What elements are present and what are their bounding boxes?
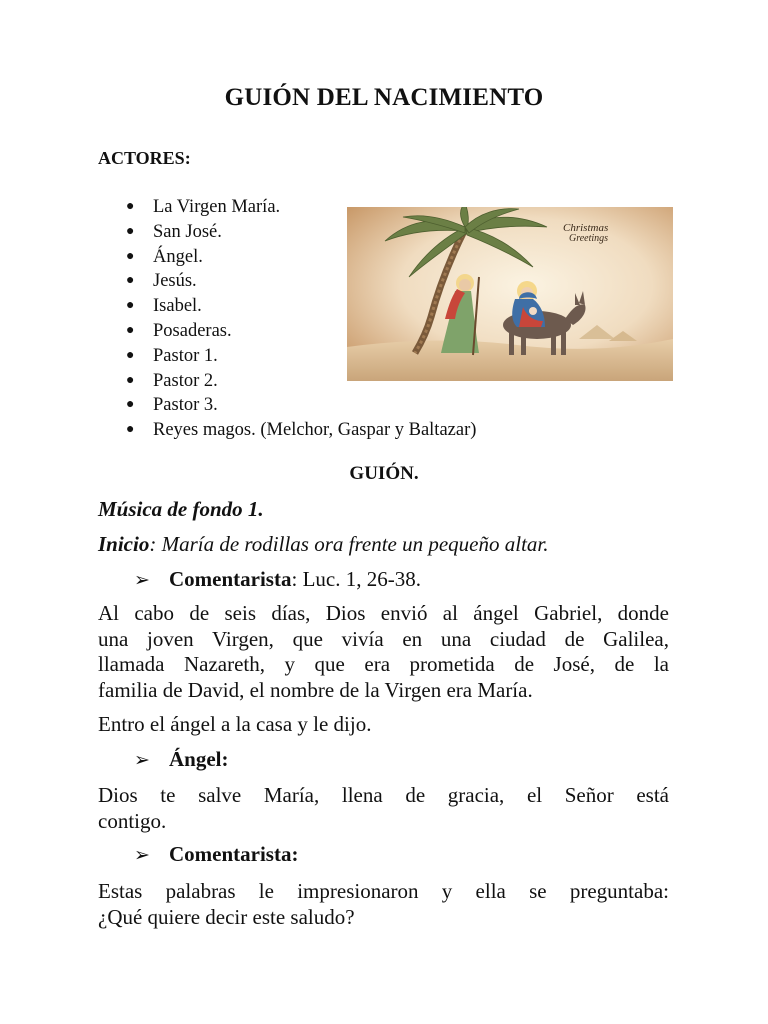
bullet-icon: ● <box>126 397 135 413</box>
list-item: ● Pastor 3. <box>126 393 476 418</box>
arrow-icon: ➢ <box>134 845 150 866</box>
bullet-icon: ● <box>126 199 135 214</box>
paragraph-1: Al cabo de seis días, Dios envió al ángel Gabriel, donde una joven Virgen, que vivía en una ciudad de Galilea, llamada Nazareth, y que era prometida de José, de la familia de David, el nombre de la Virgen era María. <box>98 601 669 702</box>
inicio-line <box>98 532 549 557</box>
paragraph-4: Estas palabras le impresionaron y ella se preguntaba: ¿Qué quiere decir este saludo? <box>98 879 669 929</box>
arrow-icon: ➢ <box>134 750 150 771</box>
page-title: GUIÓN DEL NACIMIENTO <box>224 84 544 111</box>
bullet-icon: ● <box>126 422 135 438</box>
script-heading: GUIÓN. <box>349 463 419 484</box>
arrow-icon: ➢ <box>134 570 150 591</box>
paragraph-3: Dios te salve María, llena de gracia, el Señor está contigo. <box>98 783 669 833</box>
list-item: ● La Virgen María. <box>126 195 476 220</box>
list-item: ● Jesús. <box>126 269 476 294</box>
bullet-icon: ● <box>126 248 135 264</box>
speaker-label: Comentarista: <box>169 842 299 866</box>
list-item: ● Pastor 2. <box>126 369 476 394</box>
speaker-comentarista-1 <box>134 567 421 592</box>
list-item: ● Ángel. <box>126 245 476 270</box>
bullet-icon: ● <box>126 223 135 239</box>
bullet-icon: ● <box>126 298 135 314</box>
nativity-flight-image <box>347 207 673 381</box>
christmas-card-illustration <box>347 207 673 381</box>
speaker-label: Comentarista <box>169 567 292 591</box>
bullet-icon: ● <box>126 322 135 338</box>
bullet-icon: ● <box>126 347 135 363</box>
list-item: ● Reyes magos. (Melchor, Gaspar y Baltazar) <box>126 418 476 443</box>
speaker-angel <box>134 747 229 772</box>
music-cue: Música de fondo 1. <box>98 497 264 521</box>
list-item: ● San José. <box>126 220 476 245</box>
inicio-text: : María de rodillas ora frente un pequeño altar. <box>149 532 549 556</box>
speaker-comentarista-2 <box>134 842 298 867</box>
speaker-reference: : Luc. 1, 26-38. <box>291 567 421 591</box>
card-greeting-line2: Greetings <box>569 233 609 244</box>
actors-heading: ACTORES: <box>98 148 191 168</box>
speaker-label: Ángel: <box>169 747 229 771</box>
inicio-label: Inicio <box>98 532 150 556</box>
list-item: ● Pastor 1. <box>126 344 476 369</box>
card-greeting-line1: Christmas <box>563 222 609 234</box>
list-item: ● Isabel. <box>126 294 476 319</box>
bullet-icon: ● <box>126 372 135 388</box>
list-item: ● Posaderas. <box>126 319 476 344</box>
paragraph-2: Entro el ángel a la casa y le dijo. <box>98 712 372 736</box>
bullet-icon: ● <box>126 273 135 289</box>
